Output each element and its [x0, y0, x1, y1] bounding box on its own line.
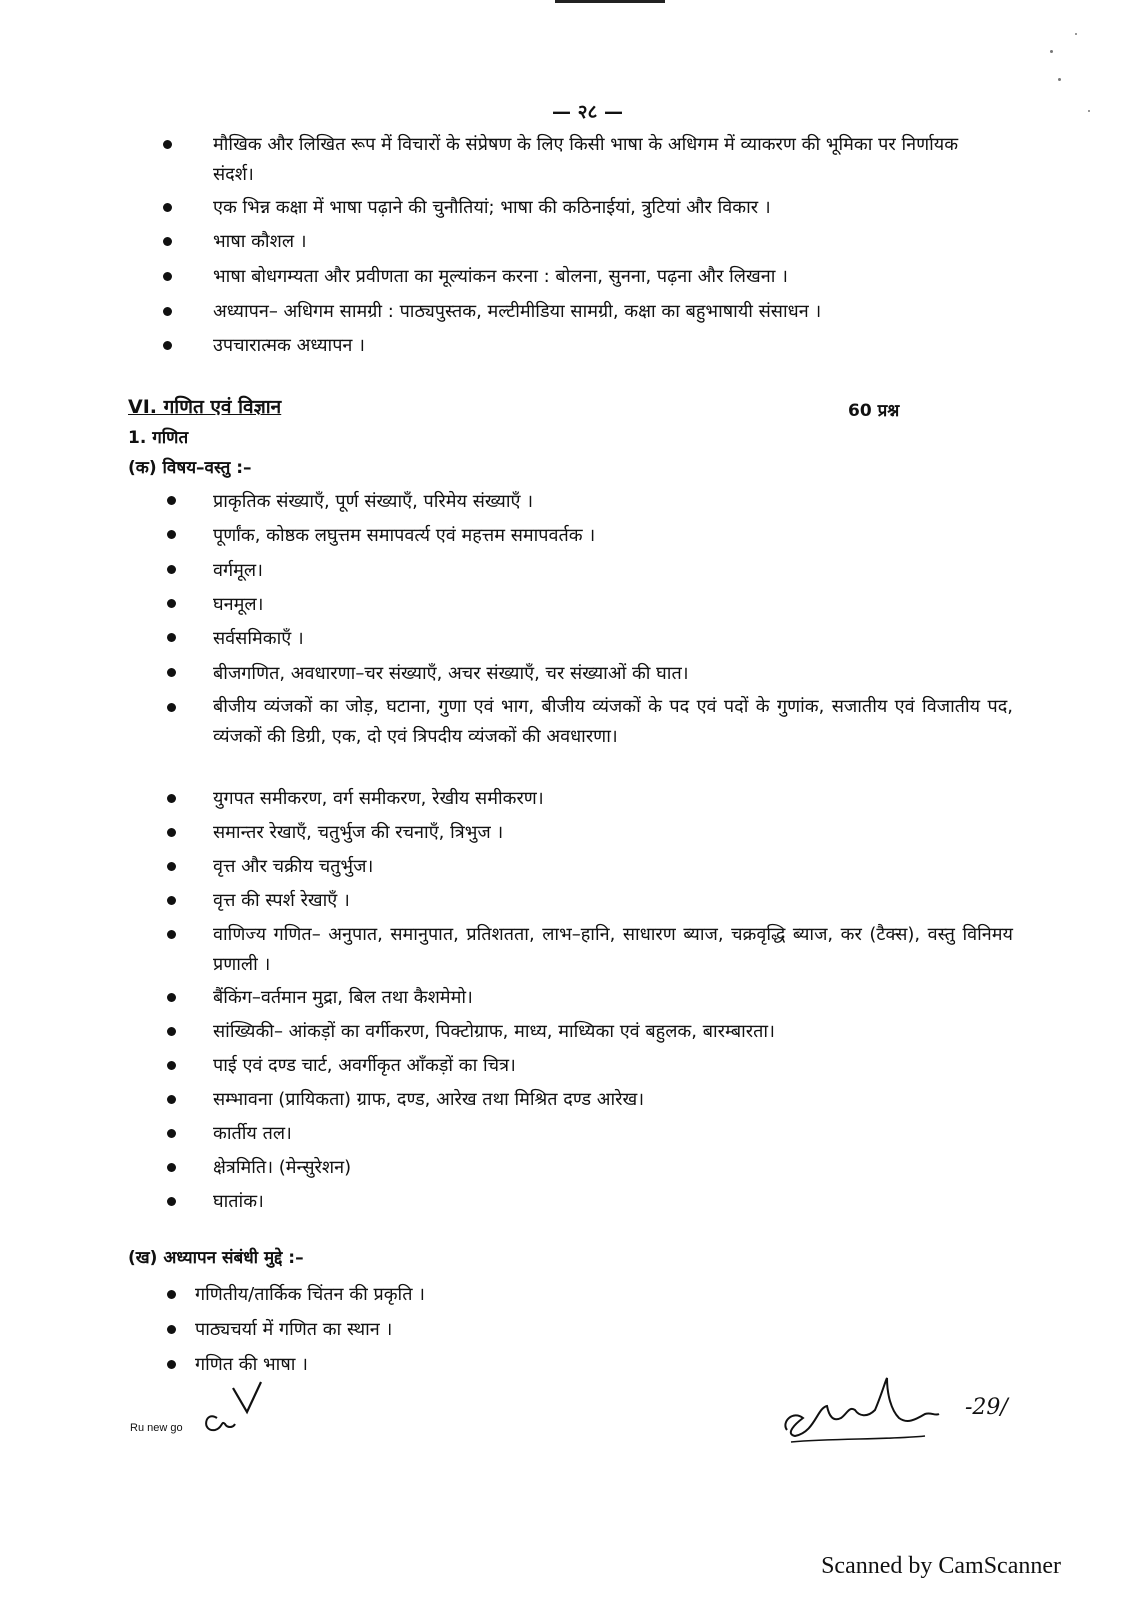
- bullet: [163, 237, 172, 246]
- bullet: [167, 1325, 176, 1334]
- bullet: [167, 633, 176, 642]
- scan-speck: [1075, 33, 1077, 35]
- bullet: [167, 993, 176, 1002]
- list-item: मौखिक और लिखित रूप में विचारों के संप्रेषण के लिए किसी भाषा के अधिगम में व्याकरण की भूमिका पर निर्णायक संदर्श।: [213, 134, 959, 185]
- bullet: [163, 203, 172, 212]
- bullet: [163, 140, 172, 149]
- list-item: उपचारात्मक अध्यापन ।: [213, 335, 365, 356]
- handwritten-initials: [195, 1380, 285, 1440]
- watermark: Scanned by CamScanner: [821, 1553, 1061, 1579]
- bullet: [167, 1027, 176, 1036]
- list-item: युगपत समीकरण, वर्ग समीकरण, रेखीय समीकरण।: [213, 788, 544, 809]
- bullet: [163, 341, 172, 350]
- bullet: [167, 862, 176, 871]
- list-item: पूर्णांक, कोष्ठक लघुत्तम समापवर्त्य एवं महत्तम समापवर्तक ।: [213, 525, 596, 546]
- bullet: [167, 1061, 176, 1070]
- section-marks: 60 प्रश्न: [848, 401, 900, 421]
- list-item: बीजीय व्यंजकों का जोड़, घटाना, गुणा एवं भाग, बीजीय व्यंजकों के पद एवं पदों के गुणांक, सजातीय एवं विजातीय पद, व्यंजकों की डिग्री, एक, दो एवं त्रिपदीय व्यंजकों की अवधारणा।: [213, 696, 1013, 747]
- scan-speck: [1058, 78, 1061, 81]
- list-item: प्राकृतिक संख्याएँ, पूर्ण संख्याएँ, परिमेय संख्याएँ ।: [213, 491, 534, 512]
- list-item: घातांक।: [213, 1191, 264, 1212]
- pedagogy-heading: (ख) अध्यापन संबंधी मुद्दे :–: [128, 1248, 304, 1268]
- list-item: वाणिज्य गणित– अनुपात, समानुपात, प्रतिशतता, लाभ–हानि, साधारण ब्याज, चक्रवृद्धि ब्याज, कर (टैक्स), वस्तु विनिमय प्रणाली ।: [213, 924, 1013, 975]
- list-item: पाठ्यचर्या में गणित का स्थान ।: [195, 1319, 393, 1340]
- content-heading: (क) विषय–वस्तु :–: [128, 458, 252, 478]
- top-rule: [555, 0, 665, 3]
- list-item: समान्तर रेखाएँ, चतुर्भुज की रचनाएँ, त्रिभुज ।: [213, 822, 504, 843]
- list-item: सम्भावना (प्रायिकता) ग्राफ, दण्ड, आरेख तथा मिश्रित दण्ड आरेख।: [213, 1089, 645, 1110]
- list-item: गणितीय/तार्किक चिंतन की प्रकृति ।: [195, 1284, 425, 1305]
- handwritten-number: -29/: [965, 1395, 1008, 1420]
- list-item: वृत्त और चक्रीय चतुर्भुज।: [213, 856, 374, 877]
- bullet: [163, 307, 172, 316]
- list-item: पाई एवं दण्ड चार्ट, अवर्गीकृत आँकड़ों का चित्र।: [213, 1055, 516, 1076]
- list-item: वर्गमूल।: [213, 560, 263, 581]
- subsection-title: 1. गणित: [128, 428, 189, 448]
- list-item: बीजगणित, अवधारणा–चर संख्याएँ, अचर संख्याएँ, चर संख्याओं की घात।: [213, 663, 689, 684]
- list-item: बैंकिंग–वर्तमान मुद्रा, बिल तथा कैशमेमो।: [213, 987, 473, 1008]
- signature: [775, 1370, 975, 1450]
- bullet: [167, 828, 176, 837]
- list-item: सांख्यिकी– आंकड़ों का वर्गीकरण, पिक्टोग्राफ, माध्य, माध्यिका एवं बहुलक, बारम्बारता।: [213, 1021, 775, 1042]
- list-item: अध्यापन– अधिगम सामग्री : पाठ्यपुस्तक, मल्टीमीडिया सामग्री, कक्षा का बहुभाषायी संसाधन ।: [213, 301, 822, 322]
- bullet: [167, 565, 176, 574]
- bullet: [167, 1095, 176, 1104]
- bullet: [167, 1290, 176, 1299]
- section-title: VI. गणित एवं विज्ञान: [128, 396, 282, 418]
- bullet: [167, 794, 176, 803]
- list-item: एक भिन्न कक्षा में भाषा पढ़ाने की चुनौतियां; भाषा की कठिनाईयां, त्रुटियां और विकार ।: [213, 197, 771, 218]
- bullet: [167, 1197, 176, 1206]
- bullet: [167, 1129, 176, 1138]
- list-item: गणित की भाषा ।: [195, 1354, 308, 1375]
- bullet: [167, 896, 176, 905]
- list-item: कार्तीय तल।: [213, 1123, 292, 1144]
- bullet: [167, 930, 176, 939]
- list-item: भाषा कौशल ।: [213, 231, 307, 252]
- bullet: [163, 272, 172, 281]
- list-item: वृत्त की स्पर्श रेखाएँ ।: [213, 890, 350, 911]
- scan-speck: [1088, 110, 1090, 112]
- scan-speck: [1050, 50, 1053, 53]
- bullet: [167, 496, 176, 505]
- list-item: क्षेत्रमिति। (मेन्सुरेशन): [213, 1157, 352, 1178]
- bullet: [167, 1360, 176, 1369]
- footnote: Ru new go: [130, 1422, 183, 1434]
- bullet: [167, 530, 176, 539]
- page-number: — २८ —: [552, 101, 623, 123]
- list-item: सर्वसमिकाएँ ।: [213, 628, 304, 649]
- bullet: [167, 668, 176, 677]
- bullet: [167, 703, 176, 712]
- bullet: [167, 599, 176, 608]
- list-item: घनमूल।: [213, 594, 264, 615]
- bullet: [167, 1163, 176, 1172]
- list-item: भाषा बोधगम्यता और प्रवीणता का मूल्यांकन करना : बोलना, सुनना, पढ़ना और लिखना ।: [213, 266, 788, 287]
